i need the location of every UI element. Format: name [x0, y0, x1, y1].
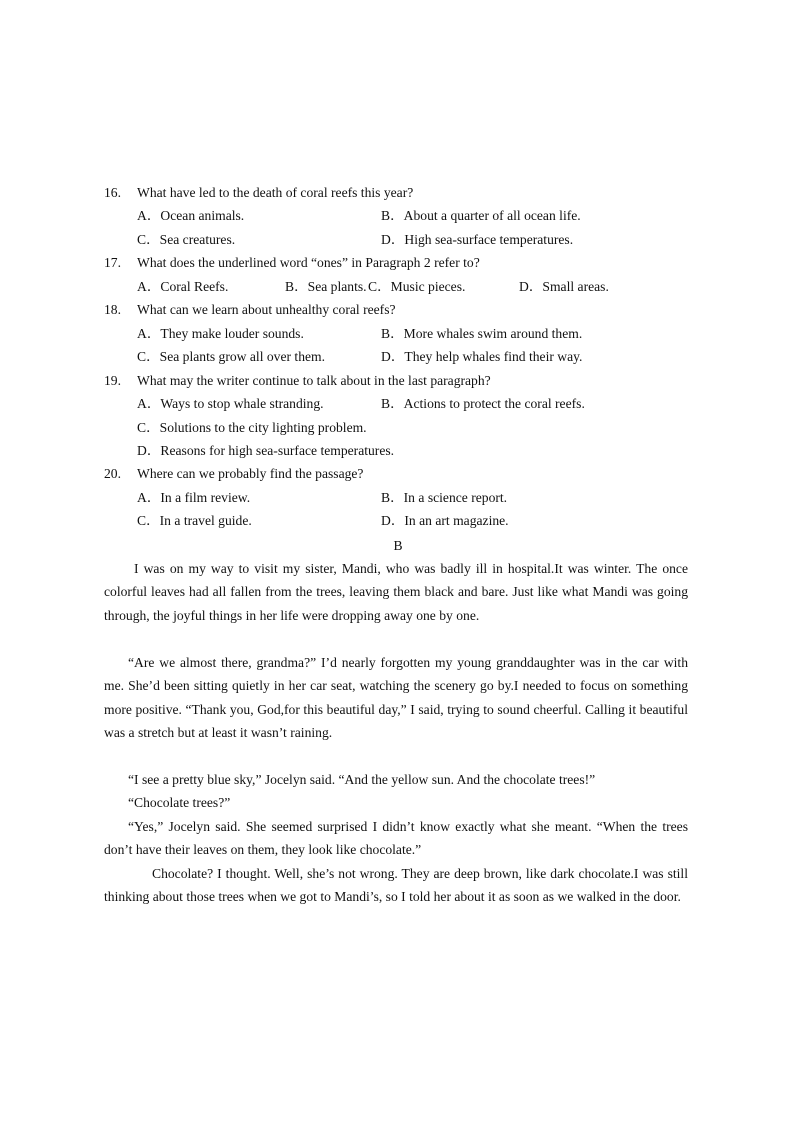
question-number: 16.	[104, 185, 121, 200]
question-stem: What does the underlined word “ones” in Paragraph 2 refer to?	[137, 255, 480, 270]
option-19-d: D．Reasons for high sea-surface temperatures.	[137, 443, 395, 458]
passage-paragraph-1: I was on my way to visit my sister, Mandi, who was badly ill in hospital.It was winter. The once colorful leaves had all fallen from the trees, leaving them black and bare. Just like what Mandi was going through, the joyful things in her life were dropping away one by one.	[104, 561, 688, 623]
question-number: 18.	[104, 302, 121, 317]
option-16-d: D．High sea-surface temperatures.	[381, 232, 574, 247]
question-stem: What can we learn about unhealthy coral reefs?	[137, 302, 396, 317]
option-20-d: D．In an art magazine.	[381, 513, 509, 528]
question-number: 17.	[104, 255, 121, 270]
option-17-c: C．Music pieces.	[368, 279, 466, 294]
option-20-c: C．In a travel guide.	[137, 513, 252, 528]
passage-paragraph-2: “Are we almost there, grandma?” I’d nearly forgotten my young granddaughter was in the car with me. She’d been sitting quietly in her car seat, watching the scenery go by.I needed to focus on something more positive. “Thank you, God,for this beautiful day,” I said, trying to sound cheerful. Calling it beautiful was a stretch but at least it wasn’t raining.	[104, 655, 688, 741]
option-19-a: A．Ways to stop whale stranding.	[137, 396, 324, 411]
question-number: 20.	[104, 466, 121, 481]
section-heading: B	[393, 538, 403, 553]
option-19-b: B．Actions to protect the coral reefs.	[381, 396, 585, 411]
question-number: 19.	[104, 373, 121, 388]
option-17-b: B．Sea plants.	[285, 279, 367, 294]
option-17-d: D．Small areas.	[519, 279, 609, 294]
option-17-a: A．Coral Reefs.	[137, 279, 229, 294]
option-19-c: C．Solutions to the city lighting problem.	[137, 420, 367, 435]
question-20	[104, 462, 704, 485]
option-20-b: B．In a science report.	[381, 490, 508, 505]
option-18-b: B．More whales swim around them.	[381, 326, 583, 341]
question-stem: Where can we probably find the passage?	[137, 466, 364, 481]
option-18-d: D．They help whales find their way.	[381, 349, 583, 364]
question-19	[104, 369, 704, 392]
option-20-a: A．In a film review.	[137, 490, 251, 505]
passage-paragraph-4: “Chocolate trees?”	[128, 795, 231, 810]
question-17	[104, 251, 704, 274]
passage-paragraph-5: “Yes,” Jocelyn said. She seemed surprised I didn’t know exactly what she meant. “When the trees don’t have their leaves on them, they look like chocolate.”	[104, 819, 688, 858]
question-stem: What have led to the death of coral reefs this year?	[137, 185, 414, 200]
option-16-b: B．About a quarter of all ocean life.	[381, 208, 581, 223]
option-18-a: A．They make louder sounds.	[137, 326, 304, 341]
question-18	[104, 298, 704, 321]
option-18-c: C．Sea plants grow all over them.	[137, 349, 326, 364]
passage-paragraph-6: Chocolate? I thought. Well, she’s not wrong. They are deep brown, like dark chocolate.I was still thinking about those trees when we got to Mandi’s, so I told her about it as soon as we walked in the door.	[104, 866, 688, 905]
question-16	[104, 181, 704, 204]
option-16-a: A．Ocean animals.	[137, 208, 245, 223]
passage-paragraph-3: “I see a pretty blue sky,” Jocelyn said. “And the yellow sun. And the chocolate trees!”	[128, 772, 596, 787]
option-16-c: C．Sea creatures.	[137, 232, 236, 247]
question-stem: What may the writer continue to talk about in the last paragraph?	[137, 373, 491, 388]
